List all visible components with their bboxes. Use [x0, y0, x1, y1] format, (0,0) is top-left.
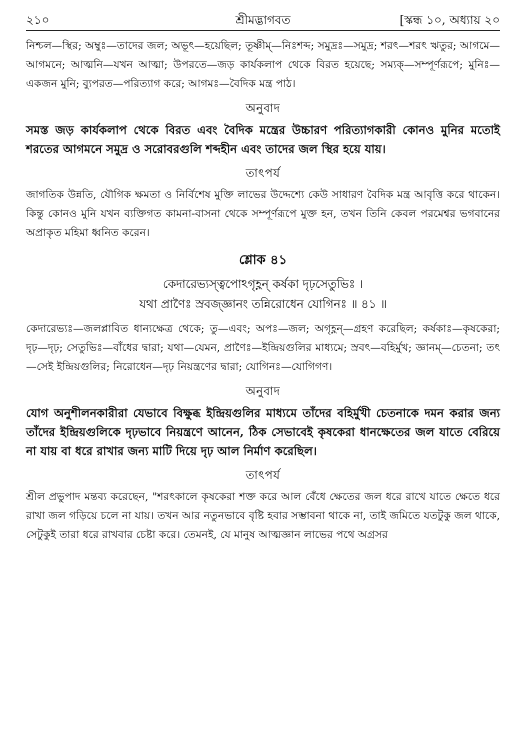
- book-title: শ্রীমদ্ভাগবত: [235, 13, 291, 27]
- translation-paragraph: যোগ অনুশীলনকারীরা যেভাবে বিক্ষুব্ধ ইন্দ্রিয়গুলির মাধ্যমে তাঁদের বহির্মুখী চেতনাকে দমন করার জন্য তাঁদের ইন্দ্রিয়গুলিকে দৃঢ়ভাবে নিয়ন্ত্রণে আনেন, ঠিক সেভাবেই কৃষকেরা ধানক্ষেতের জল যাতে বেরিয়ে না যায় বা ধরে রাখার জন্য মাটি দিয়ে দৃঢ় আল নির্মাণ করেছিল।: [26, 406, 500, 458]
- page-header: [26, 10, 500, 31]
- verse-line: যথা প্রাণৈঃ স্রবজ্জ্ঞানং তন্নিরোধেন যোগিনঃ ॥ ৪১ ॥: [139, 297, 387, 311]
- chapter-reference: [স্কন্ধ ১০, অধ্যায় ২০: [399, 13, 500, 27]
- purport-heading: তাৎপর্য: [245, 468, 281, 482]
- verse-title: শ্লোক ৪১: [238, 253, 288, 268]
- book-page: [26, 10, 500, 545]
- purport-paragraph: শ্রীল প্রভুপাদ মন্তব্য করেছেন, "শরৎকালে কৃষকেরা শক্ত করে আল বেঁধে ক্ষেতের জল ধরে রাখে যাতে ক্ষেতে ধরে রাখা জল গড়িয়ে চলে না যায়। তখন আর নতুনভাবে বৃষ্টি হবার সম্ভাবনা থাকে না, তাই জমিতে যতটুকু জল থাকে, সেটুকুই তারা ধরে রাখবার চেষ্টা করে। তেমনই, যে মানুষ আত্মজ্ঞান লাভের পথে অগ্রসর: [26, 491, 500, 541]
- translation-heading: অনুবাদ: [245, 384, 281, 398]
- purport-heading: তাৎপর্য: [245, 166, 281, 180]
- synonyms-paragraph: নিশ্চল—স্থির; অম্বুঃ—তাদের জল; অভূৎ—হয়েছিল; তূষ্ণীম্—নিঃশব্দ; সমুদ্রঃ—সমুদ্র; শরৎ—শরৎ ঋতুর; আগমে—আগমনে; আত্মনি—যখন আত্মা; উপরতে—জড় কার্যকলাপ থেকে বিরত হয়েছে; সম্যক্—সম্পূর্ণরূপে; মুনিঃ—একজন মুনি; ব্যুপরত—পরিত্যাগ করে; আগমঃ—বৈদিক মন্ত্র পাঠ।: [26, 40, 500, 90]
- synonyms-paragraph: কেদারেভ্যঃ—জলপ্লাবিত ধান্যক্ষেত্র থেকে; তু—এবং; অপঃ—জল; অগৃহ্ণন্—গ্রহণ করেছিল; কর্ষকাঃ—কৃষকেরা; দৃঢ়—দৃঢ়; সেতুভিঃ—বাঁধের দ্বারা; যথা—যেমন, প্রাণৈঃ—ইন্দ্রিয়গুলির মাধ্যমে; স্রবৎ—বহির্মুখ; জ্ঞানম্—চেতনা; তৎ—সেই ইন্দ্রিয়গুলির; নিরোধেন—দৃঢ় নিয়ন্ত্রণের দ্বারা; যোগিনঃ—যোগিগণ।: [26, 323, 500, 373]
- purport-paragraph: জাগতিক উন্নতি, যৌগিক ক্ষমতা ও নির্বিশেষ মুক্তি লাভের উদ্দেশ্যে কেউ সাধারণ বৈদিক মন্ত্র আবৃত্তি করে থাকেন। কিন্তু কোনও মুনি যখন ব্যক্তিগত কামনা-বাসনা থেকে সম্পূর্ণরূপে মুক্ত হন, তখন তিনি কেবল পরমেশ্বর ভগবানের অপ্রাকৃত মহিমা ধ্বনিত করেন।: [26, 189, 500, 239]
- verse-line: কেদারেভ্যস্ত্বপোঽগৃহ্ণন্ কর্ষকা দৃঢ়সেতুভিঃ ।: [162, 277, 364, 291]
- translation-paragraph: সমস্ত জড় কার্যকলাপ থেকে বিরত এবং বৈদিক মন্ত্রের উচ্চারণ পরিত্যাগকারী কোনও মুনির মতোই শরতের আগমনে সমুদ্র ও সরোবরগুলি শব্দহীন এবং তাদের জল স্থির হয়ে যায়।: [26, 123, 500, 156]
- translation-heading: অনুবাদ: [245, 101, 281, 115]
- page-number: ২১০: [26, 13, 50, 27]
